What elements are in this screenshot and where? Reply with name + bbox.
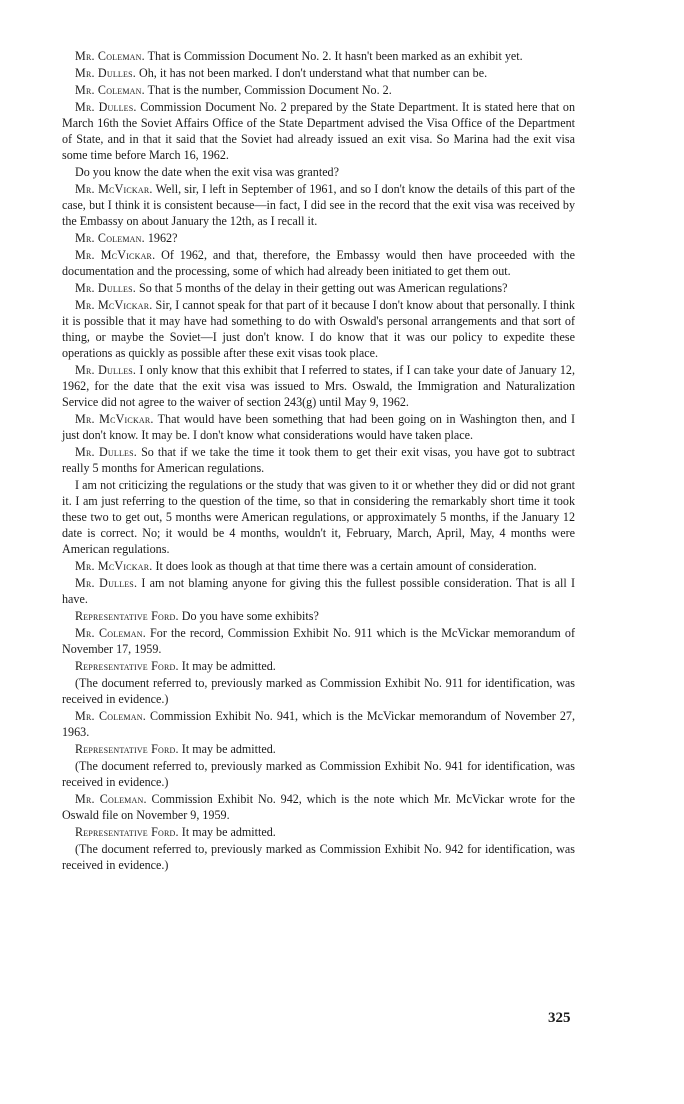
paragraph-text: That is Commission Document No. 2. It hasn't been marked as an exhibit yet. — [144, 49, 523, 63]
transcript-paragraph — [62, 66, 575, 82]
transcript-body — [62, 49, 575, 875]
transcript-paragraph — [62, 248, 575, 280]
paragraph-text: That would have been something that had been going on in Washington then, and I just don't know. It may be. I don't know what considerations would have taken place. — [62, 412, 575, 442]
paragraph-text: It may be admitted. — [178, 658, 276, 673]
speaker-name: Mr. McVickar. — [75, 248, 156, 263]
speaker-name: Representative Ford. — [75, 658, 179, 673]
paragraph-text: I am not criticizing the regulations or the study that was given to it or whether they did or did not grant it. I am just referring to the question of the time, so that in considering the remarkably short time it took these two to get out, 5 months were American regulations, or approximately 5 months, if the January 12 date is correct. No; it would be 4 months, wouldn't it, February, March, April, May, 4 months were American regulations. — [62, 478, 575, 556]
transcript-paragraph — [62, 792, 575, 824]
transcript-paragraph — [62, 182, 575, 230]
speaker-name: Mr. Dulles. — [75, 363, 137, 378]
transcript-paragraph — [62, 298, 575, 362]
speaker-name: Mr. McVickar. — [75, 558, 153, 573]
transcript-paragraph — [62, 759, 575, 791]
transcript-paragraph — [62, 281, 575, 297]
speaker-name: Representative Ford. — [75, 742, 179, 756]
paragraph-text: It may be admitted. — [178, 825, 276, 840]
speaker-name: Mr. Dulles. — [75, 445, 138, 459]
paragraph-text: So that 5 months of the delay in their getting out was American regulations? — [135, 281, 508, 296]
paragraph-text: (The document referred to, previously marked as Commission Exhibit No. 911 for identification, was received in evidence.) — [62, 676, 575, 706]
speaker-name: Mr. Dulles. — [75, 281, 136, 296]
transcript-paragraph — [62, 231, 575, 247]
speaker-name: Mr. Coleman. — [75, 83, 145, 98]
paragraph-text: (The document referred to, previously marked as Commission Exhibit No. 941 for identification, was received in evidence.) — [62, 759, 575, 789]
transcript-paragraph — [62, 626, 575, 658]
paragraph-text: For the record, Commission Exhibit No. 911 which is the McVickar memorandum of November 17, 1959. — [62, 625, 575, 656]
speaker-name: Mr. McVickar. — [75, 182, 153, 197]
speaker-name: Representative Ford. — [75, 608, 179, 623]
speaker-name: Mr. Dulles. — [75, 100, 137, 115]
speaker-name: Mr. Coleman. — [75, 49, 145, 63]
transcript-paragraph — [62, 576, 575, 608]
transcript-paragraph — [62, 825, 575, 841]
paragraph-text: Of 1962, and that, therefore, the Embassy would then have proceeded with the documentation and the processing, some of which had already been initiated to get them out. — [62, 248, 575, 279]
transcript-paragraph — [62, 609, 575, 625]
transcript-paragraph — [62, 100, 575, 164]
transcript-paragraph — [62, 676, 575, 708]
paragraph-text: Do you have some exhibits? — [178, 608, 319, 623]
paragraph-text: I only know that this exhibit that I referred to states, if I can take your date of January 12, 1962, for the date that the exit visa was issued to Mrs. Oswald, the Immigration and Naturalization Service did not agree to the waiver of section 243(g) until May 9, 1962. — [62, 363, 575, 409]
transcript-paragraph — [62, 742, 575, 758]
transcript-paragraph — [62, 478, 575, 558]
transcript-paragraph — [62, 49, 575, 65]
paragraph-text: It does look as though at that time there was a certain amount of consideration. — [152, 558, 537, 573]
speaker-name: Mr. McVickar. — [75, 298, 153, 313]
speaker-name: Mr. Coleman. — [75, 792, 147, 807]
paragraph-text: Oh, it has not been marked. I don't understand what that number can be. — [135, 66, 488, 81]
paragraph-text: Commission Exhibit No. 941, which is the McVickar memorandum of November 27, 1963. — [62, 709, 575, 739]
paragraph-text: Do you know the date when the exit visa was granted? — [75, 165, 339, 180]
speaker-name: Mr. Coleman. — [75, 625, 146, 640]
transcript-paragraph — [62, 659, 575, 675]
paragraph-text: That is the number, Commission Document No. 2. — [144, 83, 392, 98]
speaker-name: Mr. Dulles. — [75, 66, 136, 81]
transcript-paragraph — [62, 842, 575, 874]
transcript-paragraph — [62, 165, 575, 181]
paragraph-text: 1962? — [144, 231, 178, 246]
paragraph-text: So that if we take the time it took them to get their exit visas, you have got to subtract really 5 months for American regulations. — [62, 445, 576, 475]
paragraph-text: It may be admitted. — [178, 742, 276, 756]
speaker-name: Mr. McVickar. — [75, 412, 154, 426]
paragraph-text: Well, sir, I left in September of 1961, and so I don't know the details of this part of the case, but I think it is consistent because—in fact, I did see in the record that the exit visa was received by the Embassy on about January the 12th, as I recall it. — [62, 182, 575, 228]
paragraph-text: Sir, I cannot speak for that part of it because I don't know about that personally. I think it is possible that it may have had something to do with Oswald's personal arrangements and that sort of thing, or maybe the Soviet—I just don't know. I do know that it was our policy to expedite these operations as quickly as possible after these exit visas took place. — [62, 298, 575, 360]
speaker-name: Representative Ford. — [75, 825, 179, 840]
transcript-paragraph — [62, 83, 575, 99]
transcript-paragraph — [62, 412, 575, 444]
speaker-name: Mr. Coleman. — [75, 709, 146, 723]
transcript-paragraph — [62, 363, 575, 411]
paragraph-text: Commission Document No. 2 prepared by the State Department. It is stated here that on March 16th the Soviet Affairs Office of the State Department advised the Visa Office of the Department of State, and in that it said that the Soviet had already issued an exit visa. So Marina had the exit visa some time before March 16, 1962. — [62, 100, 575, 162]
paragraph-text: I am not blaming anyone for giving this the fullest possible consideration. That is all I have. — [62, 575, 575, 606]
paragraph-text: Commission Exhibit No. 942, which is the note which Mr. McVickar wrote for the Oswald file on November 9, 1959. — [62, 792, 575, 822]
transcript-paragraph — [62, 445, 575, 477]
transcript-paragraph — [62, 709, 575, 741]
page-number: 325 — [548, 1010, 571, 1026]
paragraph-text: (The document referred to, previously marked as Commission Exhibit No. 942 for identification, was received in evidence.) — [62, 842, 575, 873]
speaker-name: Mr. Coleman. — [75, 231, 145, 246]
speaker-name: Mr. Dulles. — [75, 575, 138, 590]
transcript-paragraph — [62, 559, 575, 575]
